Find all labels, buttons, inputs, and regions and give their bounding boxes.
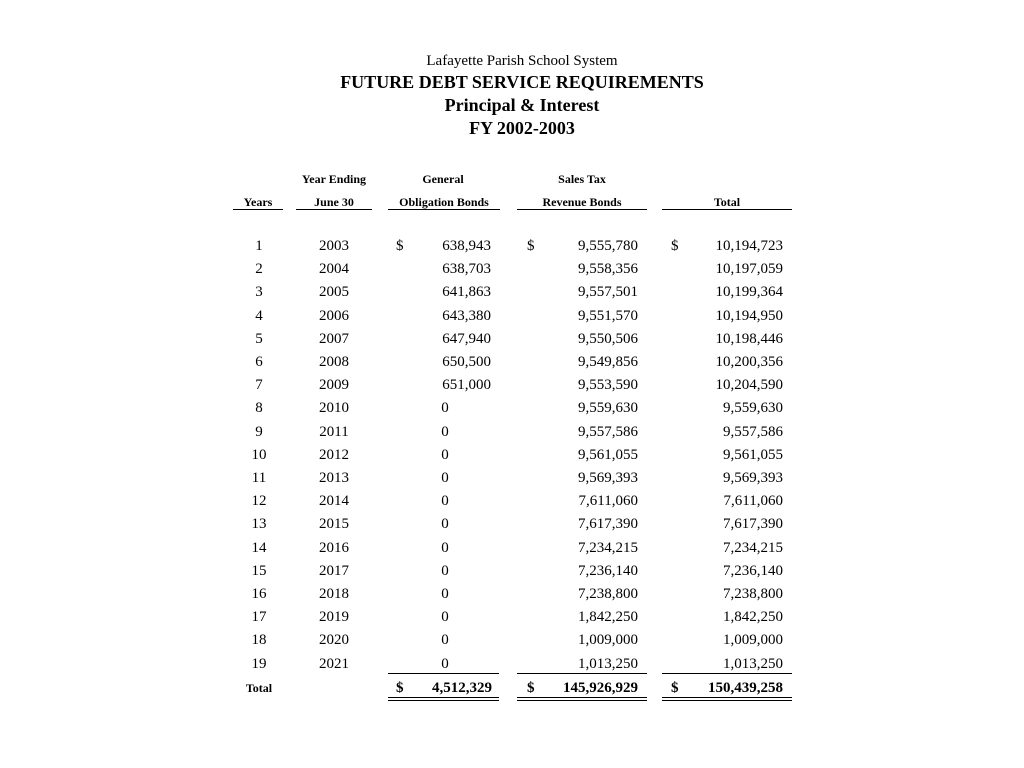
- table-row: [0, 235, 1024, 258]
- row-sales-tax-revenue: 9,557,586: [578, 423, 638, 440]
- row-year-ending: 2005: [319, 284, 349, 301]
- table-row: [0, 653, 1024, 676]
- row-year-ending: 2012: [319, 446, 349, 463]
- header-revenue-bonds: Revenue Bonds: [542, 195, 622, 209]
- row-sales-tax-revenue: 9,551,570: [578, 307, 638, 324]
- report-subtitle: Principal & Interest: [444, 95, 600, 115]
- report-title-block: [0, 51, 1024, 140]
- row-general-obligation: 0: [441, 586, 449, 602]
- row-total: 7,238,800: [723, 586, 783, 602]
- row-year-ending: 2020: [319, 632, 349, 649]
- row-years: 18: [251, 632, 267, 649]
- header-total: Total: [713, 195, 741, 209]
- row-total: 9,557,586: [723, 423, 783, 440]
- header-underline-sales: [517, 209, 647, 210]
- row-years: 19: [251, 655, 267, 672]
- table-row: [0, 606, 1024, 629]
- row-total: 1,009,000: [723, 632, 783, 649]
- double-rule-general-bottom: [388, 700, 499, 701]
- rule-total: [662, 673, 792, 674]
- row-general-obligation: 638,943: [442, 238, 491, 254]
- row-general-obligation: 0: [441, 632, 449, 649]
- row-sales-tax-revenue: 9,557,501: [578, 284, 638, 301]
- row-general-obligation: 638,703: [442, 261, 491, 278]
- header-years: Years: [243, 195, 273, 209]
- row-sales-tax-revenue: 7,238,800: [578, 586, 638, 602]
- row-year-ending: 2018: [319, 586, 349, 602]
- row-year-ending: 2019: [319, 609, 349, 626]
- row-sales-tax-revenue: 9,555,780: [578, 238, 638, 254]
- row-general-obligation: 0: [441, 609, 449, 626]
- rule-sales: [517, 673, 647, 674]
- totals-sales-value: 145,926,929: [563, 680, 638, 696]
- table-row: [0, 560, 1024, 583]
- row-total: 9,569,393: [723, 470, 783, 486]
- totals-general-dollar: $: [396, 680, 404, 696]
- row-years: 12: [251, 493, 267, 510]
- row-years: 13: [251, 516, 267, 533]
- header-general: General: [422, 172, 464, 186]
- totals-label: Total: [245, 681, 273, 695]
- row-year-ending: 2009: [319, 377, 349, 394]
- row-sales-tax-revenue: 9,550,506: [578, 330, 638, 347]
- row-years: 8: [255, 400, 263, 417]
- table-row: [0, 421, 1024, 444]
- total-dollar-sign: $: [671, 238, 679, 254]
- row-total: 10,204,590: [715, 377, 783, 394]
- row-sales-tax-revenue: 9,558,356: [578, 261, 638, 278]
- row-sales-tax-revenue: 9,553,590: [578, 377, 638, 394]
- row-general-obligation: 0: [441, 493, 449, 510]
- header-sales-tax: Sales Tax: [558, 172, 606, 186]
- row-total: 9,561,055: [723, 446, 783, 463]
- totals-general-value: 4,512,329: [432, 680, 492, 696]
- table-row: [0, 513, 1024, 536]
- row-sales-tax-revenue: 7,617,390: [578, 516, 638, 533]
- row-general-obligation: 0: [441, 446, 449, 463]
- table-row: [0, 467, 1024, 490]
- row-year-ending: 2006: [319, 307, 349, 324]
- fiscal-year: FY 2002-2003: [469, 118, 575, 138]
- row-years: 6: [255, 354, 263, 370]
- header-underline-general: [388, 209, 500, 210]
- row-year-ending: 2003: [319, 238, 349, 254]
- row-year-ending: 2013: [319, 470, 349, 486]
- row-general-obligation: 0: [441, 400, 449, 417]
- header-underline-june-30: [296, 209, 372, 210]
- row-years: 1: [255, 238, 263, 254]
- row-year-ending: 2008: [319, 354, 349, 370]
- row-sales-tax-revenue: 7,236,140: [578, 562, 638, 579]
- row-sales-tax-revenue: 1,009,000: [578, 632, 638, 649]
- table-row: [0, 328, 1024, 351]
- table-row: [0, 305, 1024, 328]
- row-total: 10,194,723: [715, 238, 783, 254]
- row-total: 9,559,630: [723, 400, 783, 417]
- double-rule-total-bottom: [662, 700, 792, 701]
- row-total: 7,236,140: [723, 562, 783, 579]
- row-general-obligation: 641,863: [442, 284, 491, 301]
- row-years: 11: [251, 470, 267, 486]
- organization-name: Lafayette Parish School System: [426, 53, 618, 69]
- totals-total-value: 150,439,258: [708, 680, 783, 696]
- row-sales-tax-revenue: 7,611,060: [578, 493, 638, 510]
- row-general-obligation: 0: [441, 470, 449, 486]
- row-year-ending: 2004: [319, 261, 349, 278]
- totals-row: [0, 676, 1024, 700]
- row-years: 14: [251, 539, 267, 556]
- row-year-ending: 2007: [319, 330, 349, 347]
- row-year-ending: 2015: [319, 516, 349, 533]
- totals-total-dollar: $: [671, 680, 679, 696]
- row-years: 4: [255, 307, 263, 324]
- row-general-obligation: 643,380: [442, 307, 491, 324]
- row-sales-tax-revenue: 9,549,856: [578, 354, 638, 370]
- row-year-ending: 2017: [319, 562, 349, 579]
- row-general-obligation: 647,940: [442, 330, 491, 347]
- row-years: 2: [255, 261, 263, 278]
- double-rule-sales-top: [517, 697, 647, 698]
- table-row: [0, 629, 1024, 652]
- row-years: 9: [255, 423, 263, 440]
- row-general-obligation: 0: [441, 655, 449, 672]
- row-year-ending: 2014: [319, 493, 349, 510]
- row-sales-tax-revenue: 7,234,215: [578, 539, 638, 556]
- header-year-ending: Year Ending: [301, 172, 367, 186]
- double-rule-sales-bottom: [517, 700, 647, 701]
- row-years: 10: [251, 446, 267, 463]
- row-year-ending: 2010: [319, 400, 349, 417]
- table-row: [0, 537, 1024, 560]
- row-years: 7: [255, 377, 263, 394]
- double-rule-total-top: [662, 697, 792, 698]
- row-total: 10,198,446: [715, 330, 783, 347]
- row-general-obligation: 0: [441, 516, 449, 533]
- sales-dollar-sign: $: [527, 238, 535, 254]
- row-year-ending: 2021: [319, 655, 349, 672]
- table-row: [0, 583, 1024, 606]
- totals-sales-dollar: $: [527, 680, 535, 696]
- double-rule-general-top: [388, 697, 499, 698]
- row-total: 7,611,060: [723, 493, 783, 510]
- row-total: 10,194,950: [715, 307, 783, 324]
- row-year-ending: 2011: [319, 423, 349, 440]
- row-general-obligation: 0: [441, 539, 449, 556]
- table-row: [0, 351, 1024, 374]
- row-general-obligation: 0: [441, 562, 449, 579]
- header-underline-years: [233, 209, 283, 210]
- row-total: 10,199,364: [715, 284, 783, 301]
- table-row: [0, 281, 1024, 304]
- header-underline-total: [662, 209, 792, 210]
- row-total: 10,200,356: [715, 354, 783, 370]
- row-years: 15: [251, 562, 267, 579]
- row-total: 1,013,250: [723, 655, 783, 672]
- row-sales-tax-revenue: 9,559,630: [578, 400, 638, 417]
- header-obligation-bonds: Obligation Bonds: [399, 195, 489, 209]
- row-year-ending: 2016: [319, 539, 349, 556]
- row-general-obligation: 650,500: [442, 354, 491, 370]
- row-general-obligation: 651,000: [442, 377, 491, 394]
- table-row: [0, 490, 1024, 513]
- row-years: 3: [255, 284, 263, 301]
- row-sales-tax-revenue: 1,013,250: [578, 655, 638, 672]
- row-total: 7,617,390: [723, 516, 783, 533]
- row-years: 17: [251, 609, 267, 626]
- row-sales-tax-revenue: 1,842,250: [578, 609, 638, 626]
- rule-general: [388, 673, 499, 674]
- row-sales-tax-revenue: 9,569,393: [578, 470, 638, 486]
- row-years: 5: [255, 330, 263, 347]
- row-sales-tax-revenue: 9,561,055: [578, 446, 638, 463]
- table-row: [0, 397, 1024, 420]
- row-total: 7,234,215: [723, 539, 783, 556]
- header-june-30: June 30: [314, 195, 354, 209]
- table-row: [0, 258, 1024, 281]
- row-total: 10,197,059: [715, 261, 783, 278]
- general-dollar-sign: $: [396, 238, 404, 254]
- table-row: [0, 374, 1024, 397]
- row-general-obligation: 0: [441, 423, 449, 440]
- row-years: 16: [251, 586, 267, 602]
- report-title: FUTURE DEBT SERVICE REQUIREMENTS: [340, 72, 704, 92]
- table-row: [0, 444, 1024, 467]
- row-total: 1,842,250: [723, 609, 783, 626]
